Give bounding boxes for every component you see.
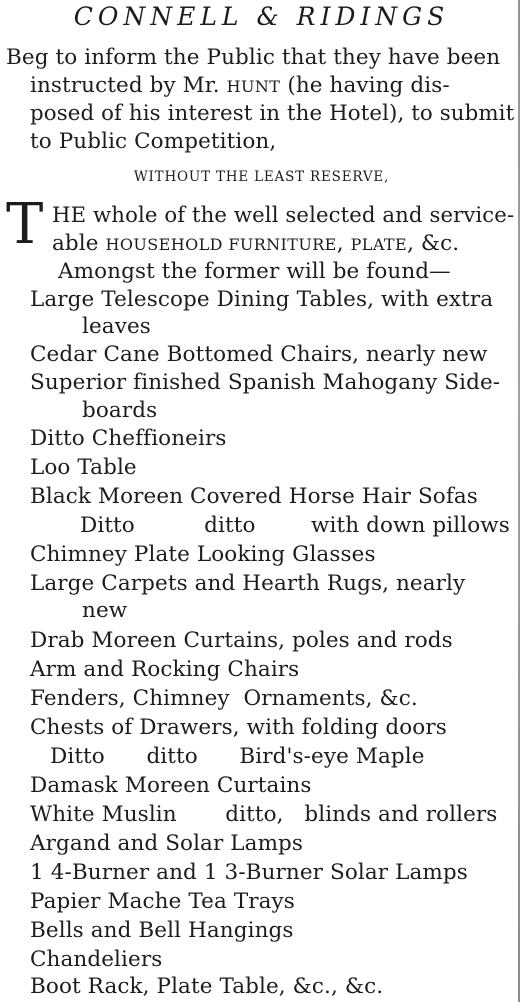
list-item: boards	[82, 398, 158, 423]
intro-line-3: posed of his interest in the Hotel), to submit	[30, 101, 515, 126]
body-line-2-e: , &c.	[407, 231, 460, 256]
body-line-2	[52, 230, 459, 259]
intro-line-1: Beg to inform the Public that they have been	[6, 45, 501, 70]
list-item: Ditto Cheffioneirs	[30, 426, 227, 451]
body-line-2-a: able	[52, 231, 106, 256]
list-item: Fenders, Chimney Ornaments, &c.	[30, 686, 418, 711]
plate-label: PLATE	[350, 235, 408, 254]
body-line-1: HE whole of the well selected and service-	[52, 203, 515, 228]
list-item: Argand and Solar Lamps	[30, 831, 304, 856]
intro-line-2	[30, 72, 450, 101]
intro-line-2-rest: (he having dis-	[280, 73, 450, 98]
column-rule	[518, 0, 520, 1002]
body-line-3: Amongst the former will be found—	[58, 259, 451, 284]
list-item: Papier Mache Tea Trays	[30, 889, 295, 914]
list-item: Loo Table	[30, 455, 137, 480]
list-item: new	[82, 598, 128, 623]
list-item: leaves	[82, 314, 151, 339]
intro-line-2-text: instructed by Mr.	[30, 73, 227, 98]
list-item: Chimney Plate Looking Glasses	[30, 542, 376, 567]
list-item: White Muslin ditto, blinds and rollers	[30, 802, 498, 827]
list-item: Boot Rack, Plate Table, &c., &c.	[30, 974, 384, 999]
list-item: Ditto ditto Bird's-eye Maple	[50, 744, 425, 769]
list-item: Chests of Drawers, with folding doors	[30, 715, 447, 740]
advertiser-title: CONNELL & RIDINGS	[73, 2, 450, 31]
list-item: Ditto ditto with down pillows	[80, 513, 510, 538]
drop-cap: T	[6, 192, 44, 257]
list-item: 1 4-Burner and 1 3-Burner Solar Lamps	[30, 860, 468, 885]
list-item: Cedar Cane Bottomed Chairs, nearly new	[30, 342, 488, 367]
list-item: Black Moreen Covered Horse Hair Sofas	[30, 484, 478, 509]
body-line-2-c: ,	[336, 231, 351, 256]
list-item: Large Telescope Dining Tables, with extra	[30, 287, 494, 312]
list-item: Superior finished Spanish Mahogany Side-	[30, 370, 501, 395]
intro-line-4: to Public Competition,	[30, 129, 277, 154]
reserve-notice: WITHOUT THE LEAST RESERVE,	[133, 169, 390, 185]
list-item: Large Carpets and Hearth Rugs, nearly	[30, 571, 466, 596]
list-item: Arm and Rocking Chairs	[30, 657, 300, 682]
list-item: Chandeliers	[30, 947, 163, 972]
auctioneer-name: HUNT	[226, 77, 281, 96]
list-item: Bells and Bell Hangings	[30, 918, 294, 943]
list-item: Damask Moreen Curtains	[30, 773, 312, 798]
list-item: Drab Moreen Curtains, poles and rods	[30, 628, 453, 653]
household-furniture-label: HOUSEHOLD FURNITURE	[105, 235, 337, 254]
